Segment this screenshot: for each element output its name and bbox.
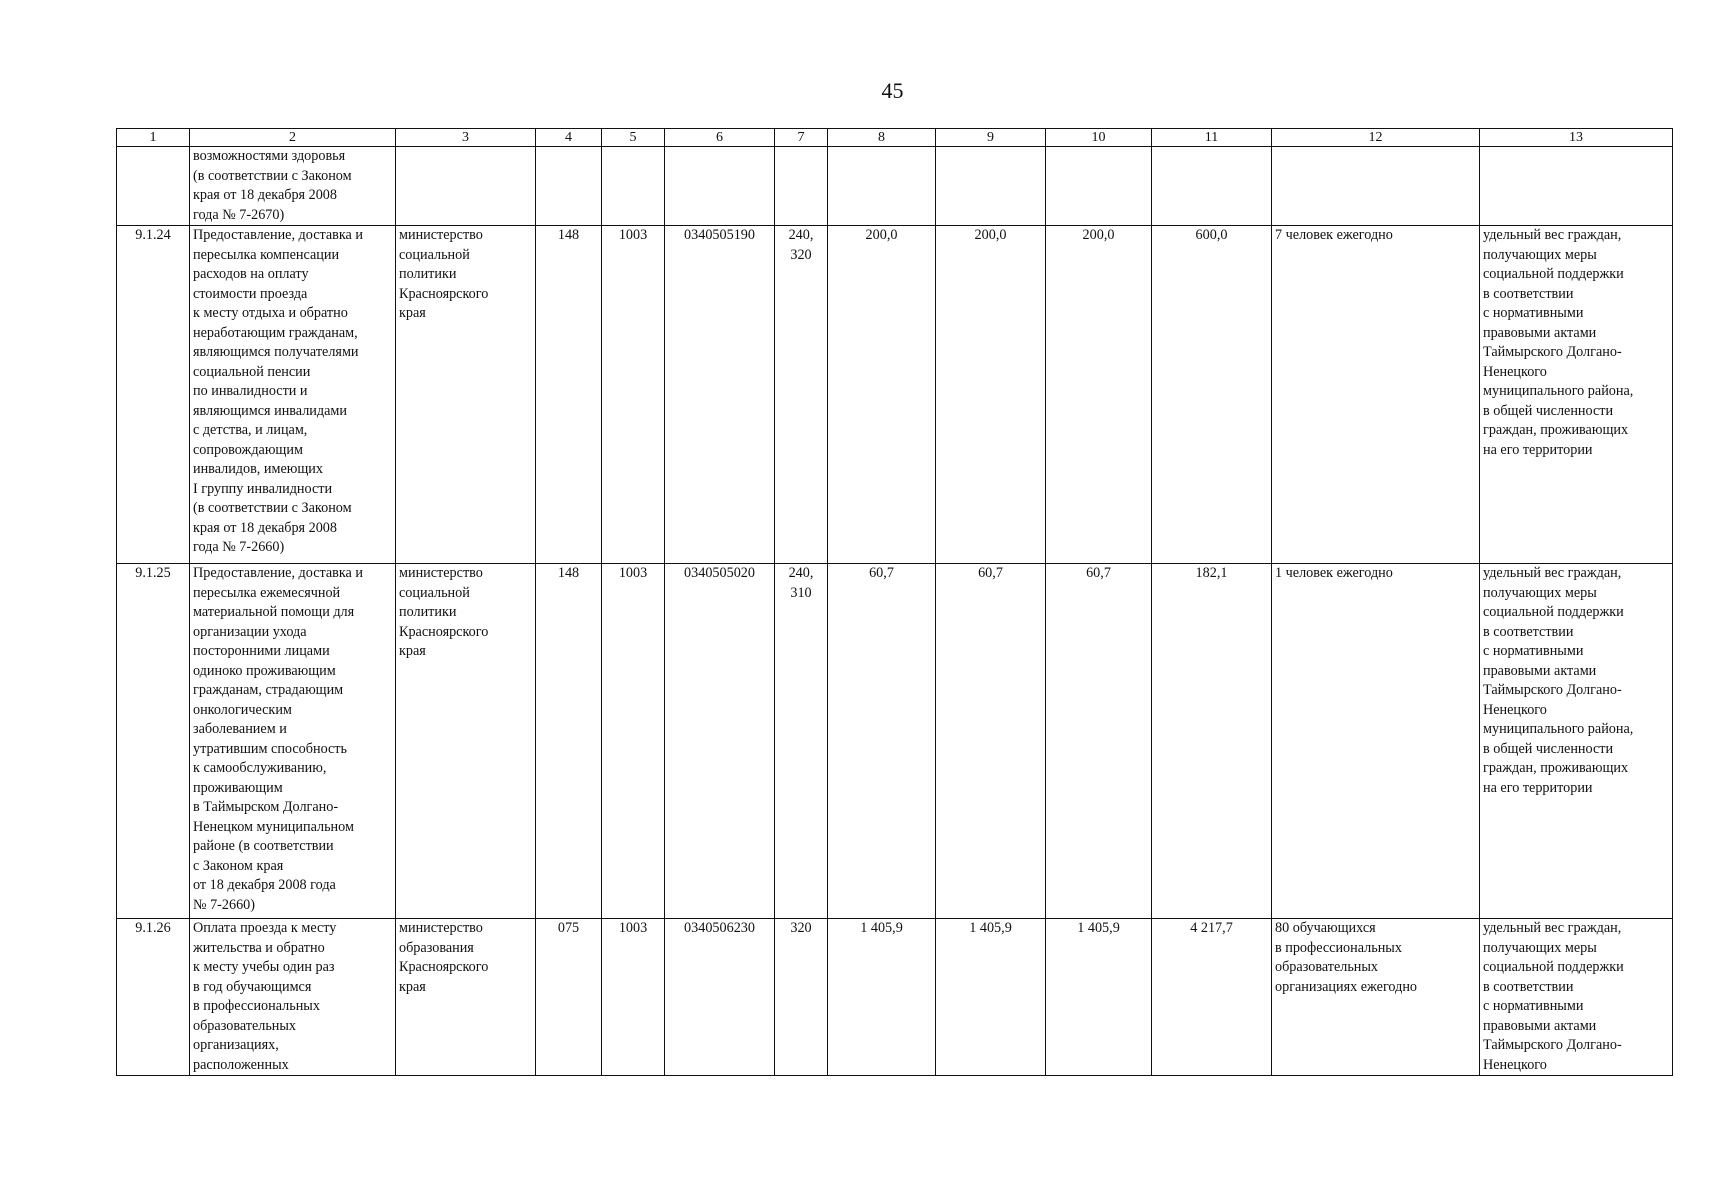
column-header: 9 [936,129,1046,147]
year1-cell [828,147,936,226]
total-cell: 182,1 [1152,564,1272,919]
agency-cell [396,147,536,226]
year3-cell: 60,7 [1046,564,1152,919]
year3-cell [1046,147,1152,226]
result-cell [1272,147,1480,226]
year2-cell: 60,7 [936,564,1046,919]
column-header: 3 [396,129,536,147]
result-cell: 7 человек ежегодно [1272,226,1480,564]
column-header: 2 [190,129,396,147]
column-header: 12 [1272,129,1480,147]
rzpr-cell [602,147,665,226]
year1-cell: 200,0 [828,226,936,564]
csr-cell: 0340506230 [665,919,775,1076]
csr-cell: 0340505190 [665,226,775,564]
indicator-cell [1480,147,1673,226]
description-cell: Оплата проезда к месту жительства и обратно к месту учебы один раз в год обучающимся в профессиональных образовательных организациях, расположенных [190,919,396,1076]
year2-cell [936,147,1046,226]
row-id-cell [117,147,190,226]
agency-cell: министерство социальной политики Красноярского края [396,564,536,919]
description-cell: возможностями здоровья (в соответствии с Законом края от 18 декабря 2008 года № 7-2670) [190,147,396,226]
year2-cell: 1 405,9 [936,919,1046,1076]
column-header: 11 [1152,129,1272,147]
rzpr-cell: 1003 [602,919,665,1076]
total-cell: 600,0 [1152,226,1272,564]
indicator-cell: удельный вес граждан, получающих меры социальной поддержки в соответствии с нормативными правовыми актами Таймырского Долгано- Ненецкого [1480,919,1673,1076]
vr-cell: 240, 320 [775,226,828,564]
row-id-cell: 9.1.24 [117,226,190,564]
column-header: 6 [665,129,775,147]
column-number-row [117,129,1673,147]
vr-cell [775,147,828,226]
agency-cell: министерство социальной политики Красноярского края [396,226,536,564]
vr-cell: 240, 310 [775,564,828,919]
description-cell: Предоставление, доставка и пересылка ежемесячной материальной помощи для организации ухода посторонними лицами одиноко проживающим гражданам, страдающим онкологическим заболеванием и утратившим способность к самообслуживанию, проживающим в Таймырском Долгано- Ненецком муниципальном районе (в соответствии с Законом края от 18 декабря 2008 года № 7-2660) [190,564,396,919]
table-row [117,919,1673,1076]
indicator-cell: удельный вес граждан, получающих меры социальной поддержки в соответствии с нормативными правовыми актами Таймырского Долгано- Ненецкого муниципального района, в общей численности граждан, проживающих на его территории [1480,226,1673,564]
column-header: 10 [1046,129,1152,147]
data-table [116,128,1673,1076]
table-row [117,564,1673,919]
column-header: 4 [536,129,602,147]
grbs-cell: 075 [536,919,602,1076]
total-cell [1152,147,1272,226]
page-number: 45 [881,78,904,103]
year3-cell: 200,0 [1046,226,1152,564]
year1-cell: 1 405,9 [828,919,936,1076]
row-id-cell: 9.1.26 [117,919,190,1076]
column-header: 7 [775,129,828,147]
grbs-cell: 148 [536,226,602,564]
year3-cell: 1 405,9 [1046,919,1152,1076]
result-cell: 80 обучающихся в профессиональных образовательных организациях ежегодно [1272,919,1480,1076]
description-cell: Предоставление, доставка и пересылка компенсации расходов на оплату стоимости проезда к месту отдыха и обратно неработающим гражданам, являющимся получателями социальной пенсии по инвалидности и являющимся инвалидами с детства, и лицам, сопровождающим инвалидов, имеющих I группу инвалидности (в соответствии с Законом края от 18 декабря 2008 года № 7-2660) [190,226,396,564]
row-id-cell: 9.1.25 [117,564,190,919]
grbs-cell [536,147,602,226]
year1-cell: 60,7 [828,564,936,919]
result-cell: 1 человек ежегодно [1272,564,1480,919]
indicator-cell: удельный вес граждан, получающих меры социальной поддержки в соответствии с нормативными правовыми актами Таймырского Долгано- Ненецкого муниципального района, в общей численности граждан, проживающих на его территории [1480,564,1673,919]
rzpr-cell: 1003 [602,226,665,564]
agency-cell: министерство образования Красноярского края [396,919,536,1076]
vr-cell: 320 [775,919,828,1076]
table-row [117,147,1673,226]
column-header: 13 [1480,129,1673,147]
total-cell: 4 217,7 [1152,919,1272,1076]
csr-cell: 0340505020 [665,564,775,919]
column-header: 8 [828,129,936,147]
grbs-cell: 148 [536,564,602,919]
table-row [117,226,1673,564]
year2-cell: 200,0 [936,226,1046,564]
column-header: 1 [117,129,190,147]
rzpr-cell: 1003 [602,564,665,919]
column-header: 5 [602,129,665,147]
csr-cell [665,147,775,226]
